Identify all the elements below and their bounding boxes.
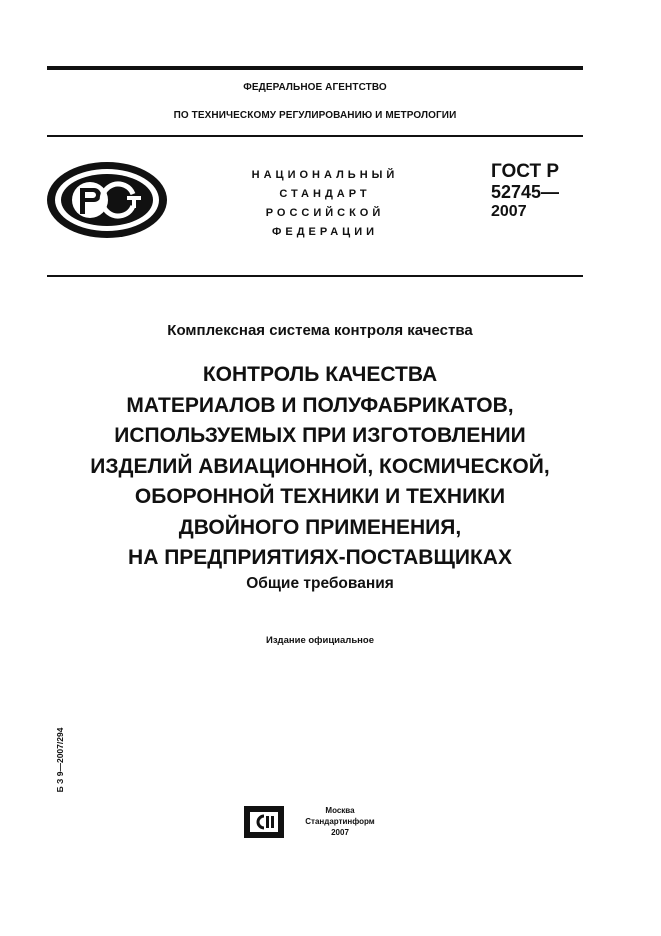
publisher-name: Стандартинформ: [305, 817, 375, 826]
national-line: НАЦИОНАЛЬНЫЙ: [251, 169, 399, 181]
title-line: КОНТРОЛЬ КАЧЕСТВА: [202, 363, 438, 386]
edition-note: Издание официальное: [266, 635, 374, 646]
national-standard-heading: [230, 166, 420, 242]
agency-name-line1: ФЕДЕРАЛЬНОЕ АГЕНТСТВО: [243, 82, 387, 93]
standartinform-logo-icon: [244, 806, 284, 838]
document-title: [40, 360, 600, 574]
top-rule: [47, 66, 583, 70]
title-line: ИСПОЛЬЗУЕМЫХ ПРИ ИЗГОТОВЛЕНИИ: [114, 424, 526, 447]
gost-designation: [491, 162, 559, 222]
middle-rule: [47, 275, 583, 277]
title-line: ИЗДЕЛИЙ АВИАЦИОННОЙ, КОСМИЧЕСКОЙ,: [90, 454, 550, 478]
title-line: ОБОРОННОЙ ТЕХНИКИ И ТЕХНИКИ: [134, 485, 506, 508]
rst-certification-logo-icon: [45, 160, 169, 240]
series-title: Комплексная система контроля качества: [167, 322, 473, 339]
title-line: ДВОЙНОГО ПРИМЕНЕНИЯ,: [178, 515, 462, 539]
title-line: НА ПРЕДПРИЯТИЯХ-ПОСТАВЩИКАХ: [128, 546, 512, 569]
document-subtitle: Общие требования: [246, 575, 394, 592]
national-line: ФЕДЕРАЦИИ: [271, 226, 379, 238]
publisher-year: 2007: [331, 828, 349, 837]
header-rule: [47, 135, 583, 137]
national-line: СТАНДАРТ: [279, 188, 371, 200]
national-line: РОССИЙСКОЙ: [265, 207, 385, 219]
publisher-info: [300, 805, 380, 838]
side-note: [54, 705, 66, 815]
agency-name-line2: ПО ТЕХНИЧЕСКОМУ РЕГУЛИРОВАНИЮ И МЕТРОЛОГИИ: [173, 110, 457, 121]
gost-label: ГОСТ Р: [491, 161, 560, 182]
side-note-text: Б З 9—2007/294: [55, 727, 65, 793]
publisher-city: Москва: [325, 806, 355, 815]
gost-number: 52745—: [491, 182, 560, 202]
gost-year: 2007: [491, 203, 527, 220]
title-line: МАТЕРИАЛОВ И ПОЛУФАБРИКАТОВ,: [126, 393, 514, 417]
